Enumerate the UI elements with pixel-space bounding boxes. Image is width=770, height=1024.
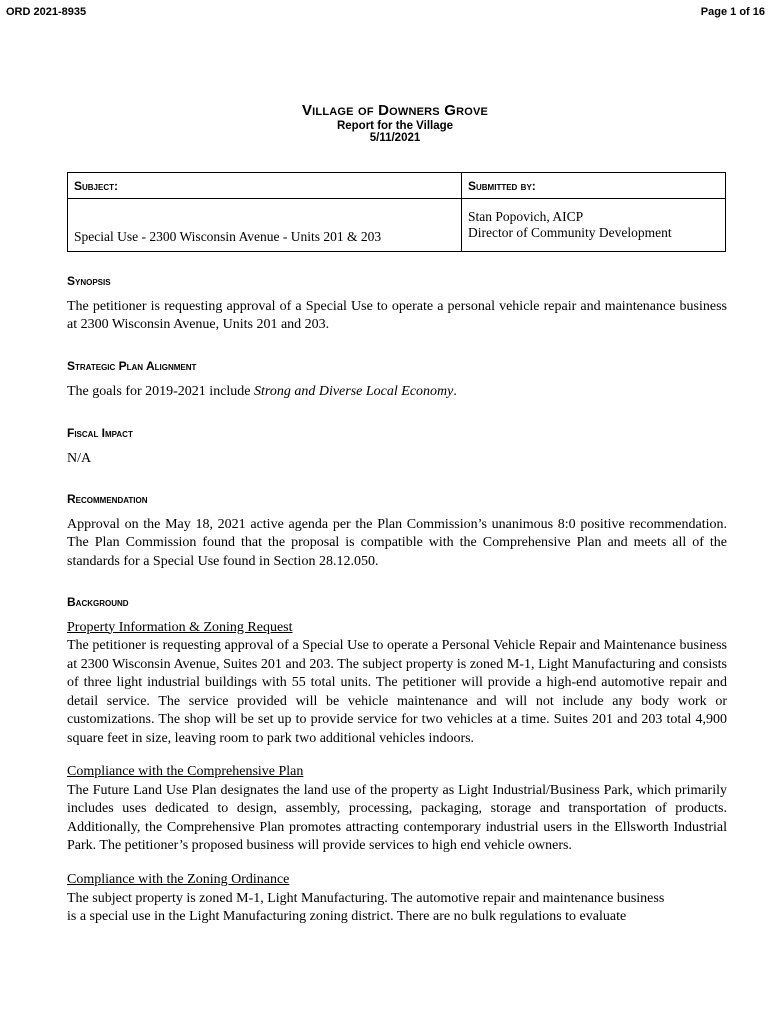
report-date: 5/11/2021 [369, 132, 421, 144]
strategic-plan-section [67, 357, 727, 401]
property-info-subheading: Property Information & Zoning Request [67, 619, 293, 635]
synopsis-heading: Synopsis [67, 274, 111, 288]
comprehensive-plan-text: The Future Land Use Plan designates the land use of the property as Light Industrial/Business Park, which primarily includes uses dedicated to design, assembly, processing, packaging, storage and transportation of products. Additionally, the Comprehensive Plan promotes attracting contemporary industrial users in the Ellsworth Industrial Park. The petitioner’s proposed business will provide services to high end vehicle owners. [67, 782, 727, 853]
zoning-ordinance-subheading: Compliance with the Zoning Ordinance [67, 872, 290, 887]
report-title: Village of Downers Grove [301, 102, 489, 119]
page-number: Page 1 of 16 [700, 6, 765, 18]
subject-value: Special Use - 2300 Wisconsin Avenue - Units 201 & 203 [68, 199, 462, 252]
submitter-cell [462, 199, 726, 252]
property-info-text: The petitioner is requesting approval of a Special Use to operate a Personal Vehicle Repair and Maintenance business at 2300 Wisconsin Avenue, Suites 201 and 203. The subject property is zoned M-1, Light Manufacturing and consists of three light industrial buildings with 55 total units. The petitioner will provide a high-end automotive repair and detail service. The service provided will be vehicle maintenance and will not include any body work or customizations. The shop will be set up to provide service for two vehicles at a time. Suites 201 and 203 total 4,900 square feet in size, leaving room to park two additional vehicles indoors. [67, 638, 727, 746]
synopsis-text: The petitioner is requesting approval of a Special Use to operate a personal vehicle repair and maintenance business at 2300 Wisconsin Avenue, Units 201 and 203. [67, 298, 727, 332]
fiscal-impact-section [67, 424, 727, 468]
recommendation-text: Approval on the May 18, 2021 active agenda per the Plan Commission’s unanimous 8:0 positive recommendation. The Plan Commission found that the proposal is compatible with the Comprehensive Plan and meets all of the standards for a Special Use found in Section 28.12.050. [67, 516, 727, 569]
zoning-ordinance-section [67, 871, 727, 927]
recommendation-section [67, 490, 727, 571]
strategic-plan-text [67, 383, 727, 402]
zoning-ordinance-line-1: The subject property is zoned M-1, Light Manufacturing. The automotive repair and maintenance business [67, 890, 665, 906]
subject-table [67, 172, 726, 252]
comprehensive-plan-subheading: Compliance with the Comprehensive Plan [67, 764, 304, 779]
submitted-by-label: Submitted by: [462, 173, 726, 199]
comprehensive-plan-section [67, 763, 727, 856]
fiscal-impact-text: N/A [67, 450, 92, 466]
zoning-ordinance-line-2: is a special use in the Light Manufacturing zoning district. There are no bulk regulations to evaluate [67, 909, 627, 924]
synopsis-section [67, 272, 727, 335]
strategic-text-pre: The goals for 2019-2021 include [67, 383, 255, 399]
strategic-goal: Strong and Diverse Local Economy [254, 383, 454, 399]
background-heading: Background [67, 595, 129, 609]
fiscal-impact-heading: Fiscal Impact [67, 426, 133, 440]
recommendation-heading: Recommendation [67, 492, 148, 506]
background-section [67, 593, 727, 748]
subject-label: Subject: [68, 173, 462, 199]
submitter-title: Director of Community Development [468, 225, 672, 240]
strategic-plan-heading: Strategic Plan Alignment [67, 359, 197, 373]
submitter-name: Stan Popovich, AICP [468, 209, 584, 224]
report-subtitle: Report for the Village [336, 120, 454, 132]
document-id: ORD 2021-8935 [6, 6, 87, 18]
report-title-block [0, 102, 770, 144]
strategic-text-post: . [453, 383, 457, 399]
